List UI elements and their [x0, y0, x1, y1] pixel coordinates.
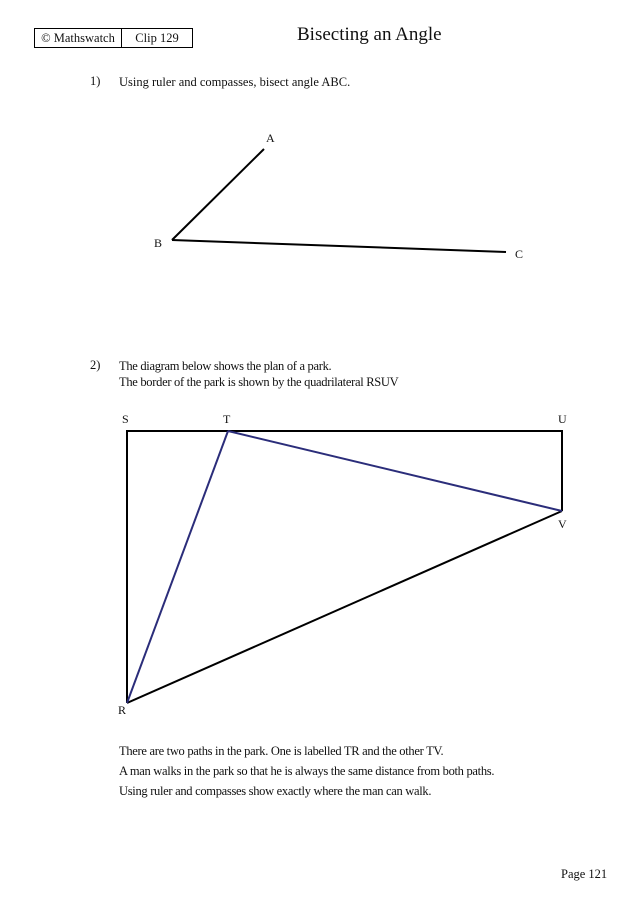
park-border-rsuv — [127, 431, 562, 703]
point-a-label: A — [266, 131, 275, 145]
point-v-label: V — [558, 517, 567, 531]
question-2-intro — [119, 358, 398, 390]
point-c-label: C — [515, 247, 524, 261]
border-rv — [127, 511, 562, 703]
clip-label: Clip 129 — [135, 30, 179, 45]
path-tr — [127, 431, 228, 703]
instruction-line: Using ruler and compasses show exactly where the man can walk. — [119, 784, 432, 798]
segment-ba — [172, 149, 264, 240]
path-tv — [228, 431, 562, 511]
question-1-text: Using ruler and compasses, bisect angle ABC. — [119, 75, 351, 89]
point-r-label: R — [118, 703, 127, 717]
instruction-line: A man walks in the park so that he is always the same distance from both paths. — [119, 764, 495, 778]
point-u-label: U — [558, 412, 567, 426]
point-s-label: S — [122, 412, 129, 426]
brand-label: © Mathswatch — [35, 29, 122, 47]
question-2-number: 2) — [90, 358, 101, 372]
point-t-label: T — [223, 412, 231, 426]
question-2-intro-line: The diagram below shows the plan of a park. — [119, 359, 332, 373]
question-1-number: 1) — [90, 74, 101, 88]
question-2-instructions — [119, 741, 494, 801]
park-plan — [127, 431, 562, 703]
angle-abc — [172, 149, 506, 252]
point-b-label: B — [154, 236, 163, 250]
segment-bc — [172, 240, 506, 252]
page-number: Page 121 — [561, 867, 608, 881]
page-title: Bisecting an Angle — [297, 24, 442, 45]
question-2-intro-line: The border of the park is shown by the quadrilateral RSUV — [119, 375, 399, 389]
instruction-line: There are two paths in the park. One is labelled TR and the other TV. — [119, 744, 444, 758]
